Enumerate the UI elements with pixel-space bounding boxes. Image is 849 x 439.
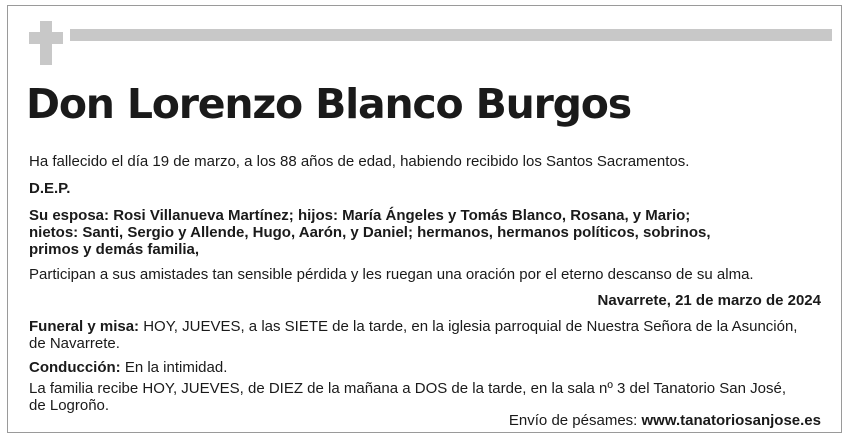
family-receives-line-2: de Logroño. bbox=[29, 397, 110, 414]
funeral-label: Funeral y misa: bbox=[29, 318, 140, 335]
funeral-line-2: de Navarrete. bbox=[29, 335, 120, 352]
conduction-text: En la intimidad. bbox=[120, 359, 228, 376]
conduction-label: Conducción: bbox=[29, 359, 121, 376]
deceased-name: Don Lorenzo Blanco Burgos bbox=[26, 80, 631, 128]
place-date: Navarrete, 21 de marzo de 2024 bbox=[597, 292, 821, 309]
family-line-1: Su esposa: Rosi Villanueva Martínez; hijos: María Ángeles y Tomás Blanco, Rosana, y Mario; bbox=[29, 207, 691, 224]
family-line-2: nietos: Santi, Sergio y Allende, Hugo, Aarón, y Daniel; hermanos, hermanos políticos, sobrinos, bbox=[29, 224, 711, 241]
request-line: Participan a sus amistades tan sensible pérdida y les ruegan una oración por el eterno descanso de su alma. bbox=[29, 266, 754, 283]
conduction-line bbox=[29, 359, 227, 376]
header-bar bbox=[70, 29, 832, 41]
death-line: Ha fallecido el día 19 de marzo, a los 88 años de edad, habiendo recibido los Santos Sacramentos. bbox=[29, 153, 690, 170]
condolences-label: Envío de pésames: bbox=[508, 412, 642, 429]
funeral-line-1 bbox=[29, 318, 797, 335]
family-line-3: primos y demás familia, bbox=[29, 241, 200, 258]
condolences-line bbox=[509, 412, 821, 429]
condolences-link[interactable]: www.tanatoriosanjose.es bbox=[641, 412, 821, 429]
dep-label: D.E.P. bbox=[29, 180, 71, 197]
obituary-card bbox=[7, 5, 842, 433]
funeral-text: HOY, JUEVES, a las SIETE de la tarde, en la iglesia parroquial de Nuestra Señora de la Asunción, bbox=[139, 318, 798, 335]
family-receives-line-1: La familia recibe HOY, JUEVES, de DIEZ de la mañana a DOS de la tarde, en la sala nº 3 del Tanatorio San José, bbox=[29, 380, 787, 397]
cross-icon bbox=[29, 21, 63, 65]
